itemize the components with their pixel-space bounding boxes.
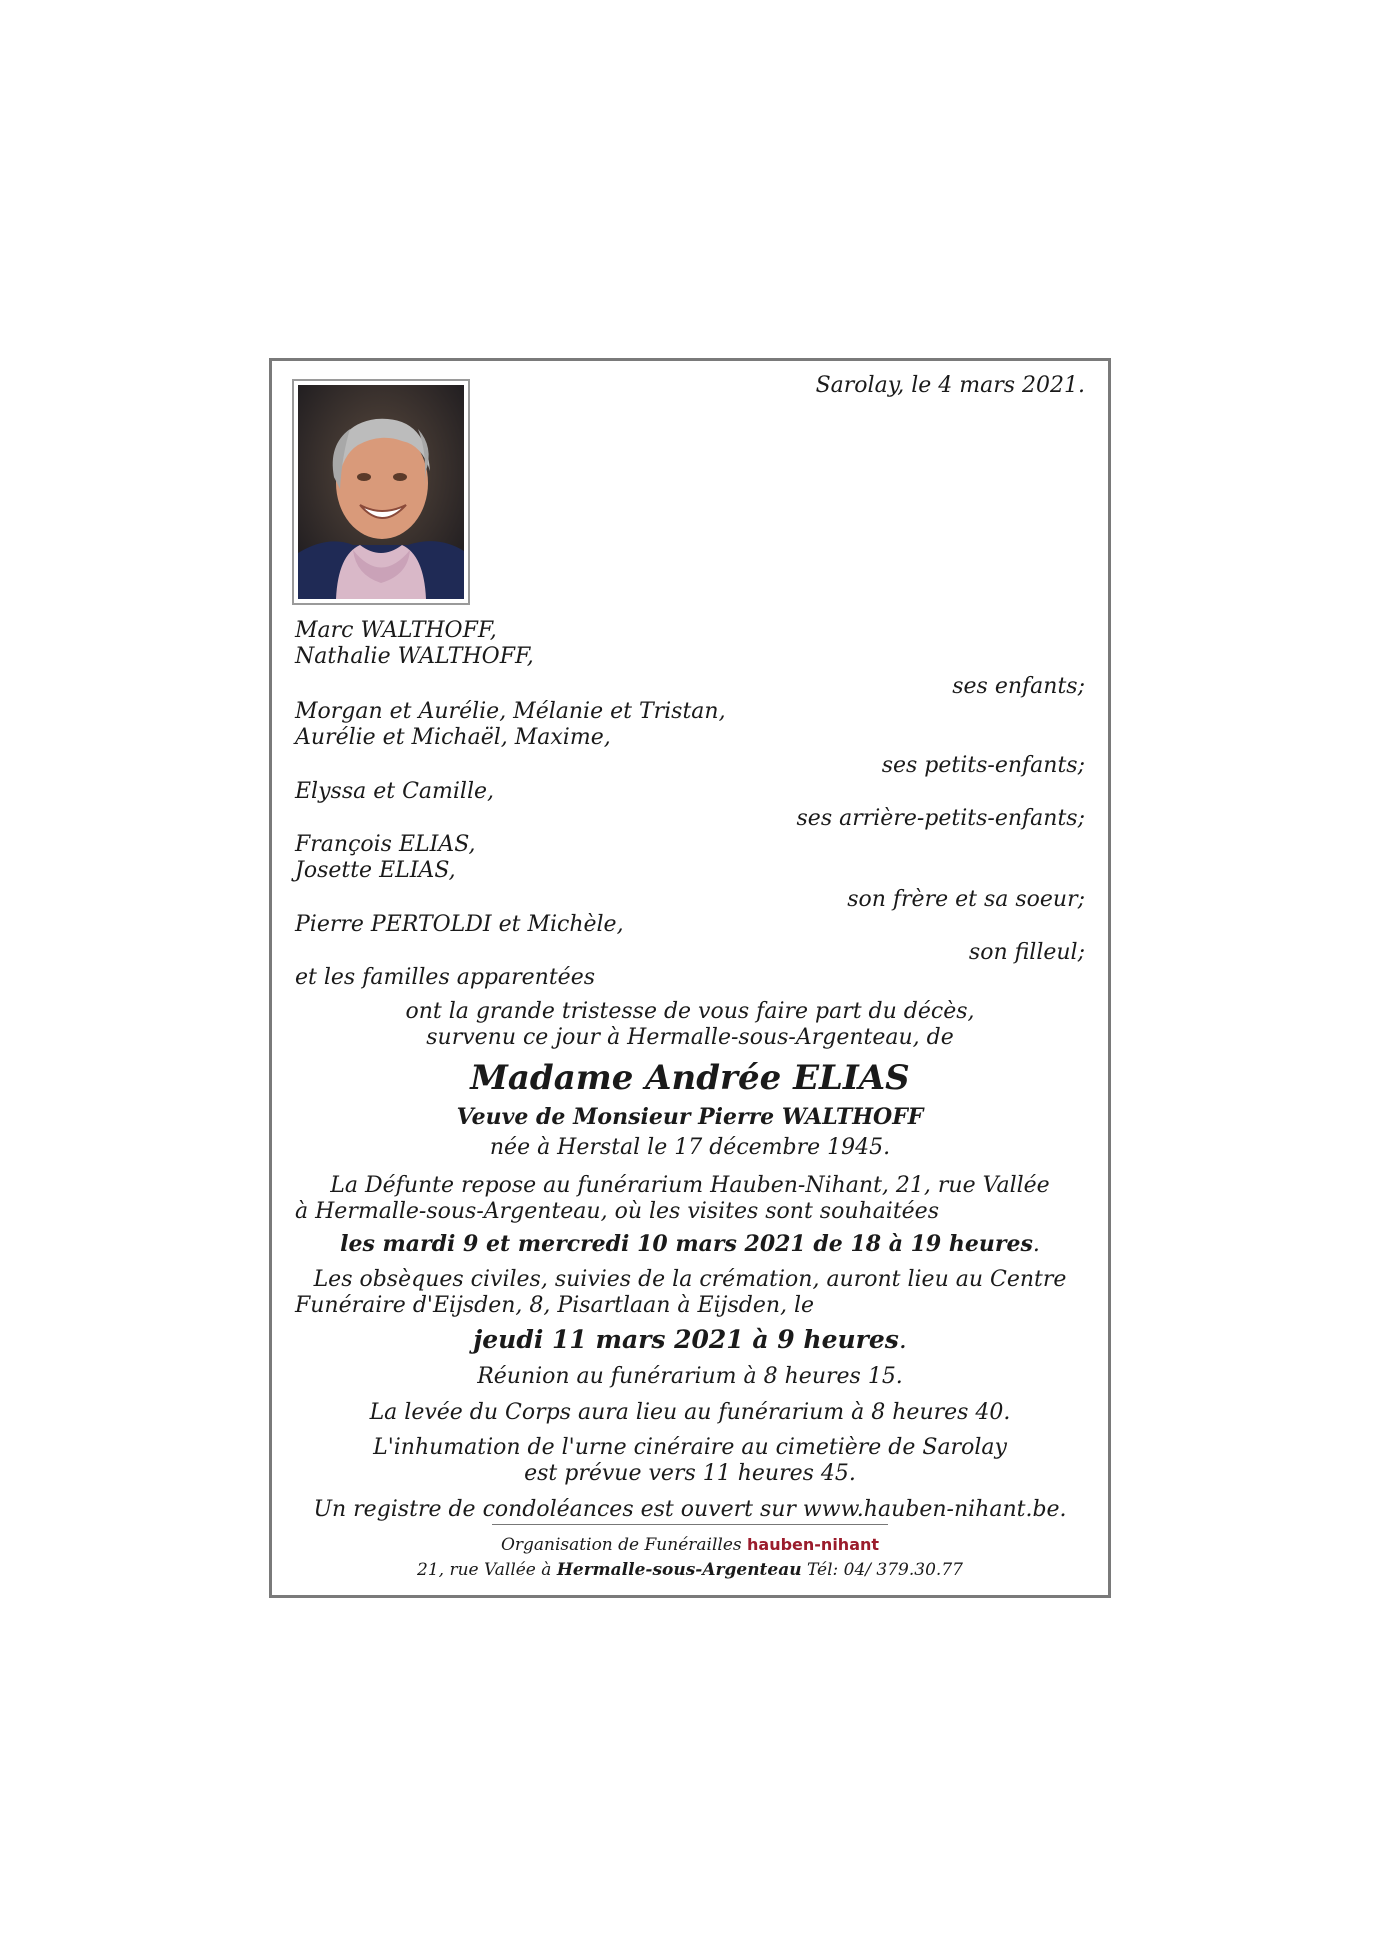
relation-label: ses arrière-petits-enfants;	[796, 806, 1085, 831]
footer-address-town: Hermalle-sous-Argenteau	[556, 1560, 802, 1580]
footer-phone: Tél: 04/ 379.30.77	[807, 1560, 963, 1580]
families-line: et les familles apparentées	[295, 965, 595, 990]
footer-address-prefix: 21, rue Vallée à	[417, 1560, 552, 1580]
relation-label: son frère et sa soeur;	[847, 887, 1085, 912]
obituary-card	[269, 358, 1111, 1598]
visitation-dates	[272, 1231, 1108, 1258]
ceremony-date	[272, 1325, 1108, 1355]
visitation-line: La Défunte repose au funérarium Hauben-Nihant, 21, rue Vallée	[330, 1173, 1050, 1198]
widow-line: Veuve de Monsieur Pierre WALTHOFF	[456, 1104, 924, 1130]
footer-address	[272, 1558, 1108, 1582]
ceremony-line: Funéraire d'Eijsden, 8, Pisartlaan à Eijsden, le	[295, 1293, 815, 1318]
relation-label: ses enfants;	[952, 674, 1085, 699]
godchild-name: Pierre PERTOLDI et Michèle,	[295, 912, 624, 937]
children-name: Marc WALTHOFF,	[295, 618, 497, 643]
ceremony-date-text: jeudi 11 mars 2021 à 9 heures	[473, 1325, 899, 1354]
visitation-dates-text: les mardi 9 et mercredi 10 mars 2021 de 18 à 19 heures	[340, 1231, 1033, 1257]
sibling-name: Josette ELIAS,	[295, 858, 456, 883]
visitation-dates-period: .	[1032, 1232, 1040, 1257]
announcement-line: ont la grande tristesse de vous faire part du décès,	[405, 999, 975, 1024]
portrait-photo	[292, 379, 470, 605]
brand-logo: hauben-nihant	[747, 1535, 880, 1554]
relation-label: ses petits-enfants;	[881, 753, 1085, 778]
burial-line: L'inhumation de l'urne cinéraire au cimetière de Sarolay	[373, 1435, 1007, 1460]
footer-divider	[492, 1524, 888, 1525]
grandchildren-names: Morgan et Aurélie, Mélanie et Tristan,	[295, 699, 726, 724]
relation-label: son filleul;	[968, 940, 1085, 965]
birth-line: née à Herstal le 17 décembre 1945.	[489, 1135, 891, 1160]
footer-org	[272, 1533, 1108, 1557]
register-line: Un registre de condoléances est ouvert sur www.hauben-nihant.be.	[313, 1497, 1067, 1522]
sibling-name: François ELIAS,	[295, 832, 476, 857]
footer-org-label: Organisation de Funérailles	[500, 1535, 742, 1555]
grandchildren-names: Aurélie et Michaël, Maxime,	[295, 725, 611, 750]
lift-line: La levée du Corps aura lieu au funérarium à 8 heures 40.	[369, 1400, 1011, 1425]
place-date: Sarolay, le 4 mars 2021.	[815, 373, 1085, 398]
children-name: Nathalie WALTHOFF,	[295, 644, 534, 669]
deceased-name: Madame Andrée ELIAS	[470, 1058, 910, 1098]
great-grandchildren-names: Elyssa et Camille,	[295, 779, 494, 804]
visitation-line: à Hermalle-sous-Argenteau, où les visites sont souhaitées	[295, 1199, 939, 1224]
meeting-line: Réunion au funérarium à 8 heures 15.	[477, 1364, 903, 1389]
ceremony-line: Les obsèques civiles, suivies de la crémation, auront lieu au Centre	[313, 1267, 1067, 1292]
burial-line: est prévue vers 11 heures 45.	[524, 1461, 856, 1486]
announcement-line: survenu ce jour à Hermalle-sous-Argenteau, de	[426, 1025, 954, 1050]
portrait-illustration	[298, 385, 464, 599]
ceremony-date-period: .	[898, 1325, 907, 1354]
